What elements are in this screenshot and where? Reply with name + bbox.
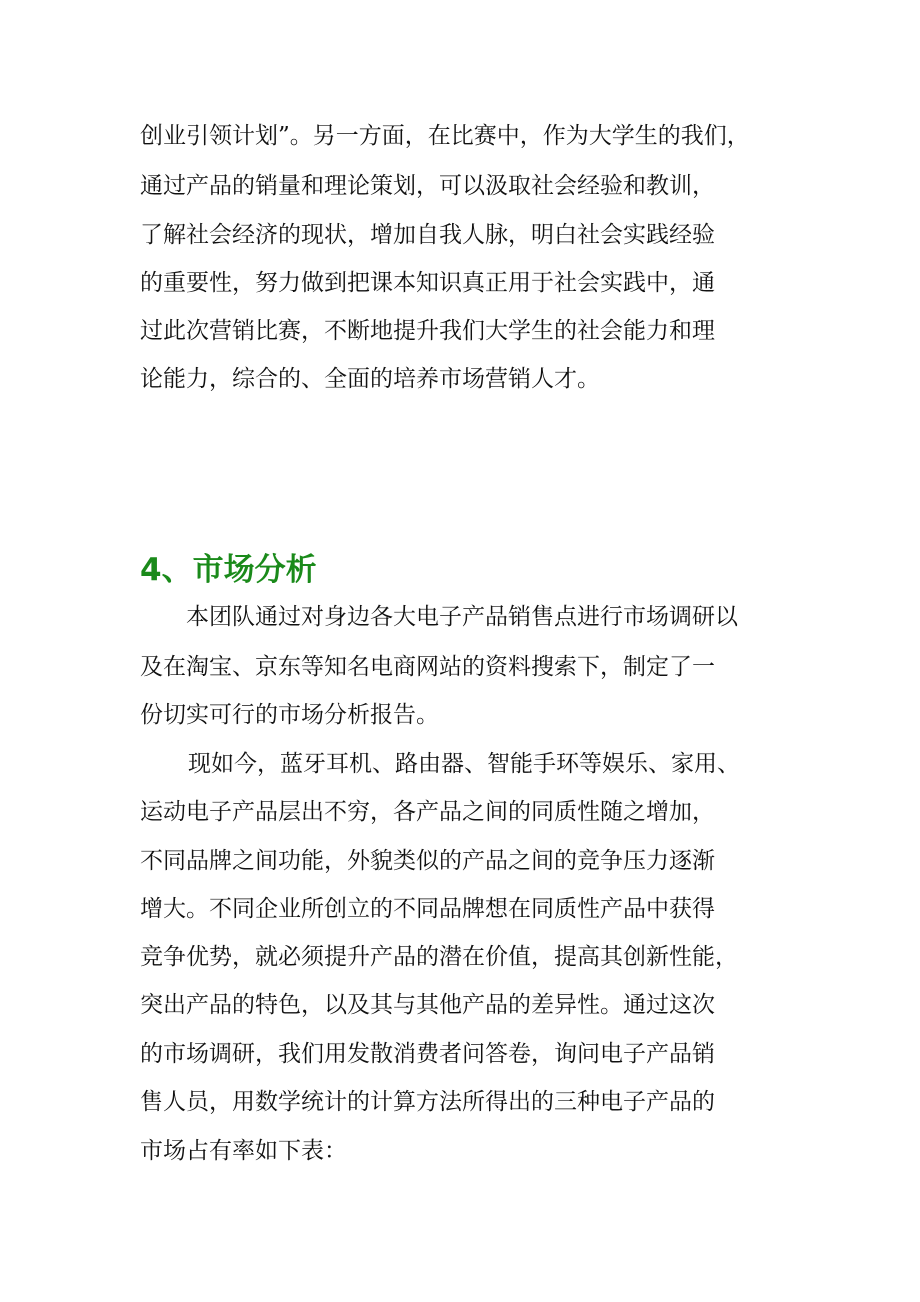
section-heading-market-analysis: 4、市场分析	[140, 552, 317, 588]
body-text-line: 通过产品的销量和理论策划，可以汲取社会经验和教训，	[140, 173, 715, 199]
body-text-line: 增大。不同企业所创立的不同品牌想在同质性产品中获得	[140, 896, 715, 922]
body-text-line: 过此次营销比赛，不断地提升我们大学生的社会能力和理	[140, 318, 715, 344]
body-text-line: 售人员，用数学统计的计算方法所得出的三种电子产品的	[140, 1089, 715, 1115]
paragraph-first-line: 现如今，蓝牙耳机、路由器、智能手环等娱乐、家用、	[188, 751, 740, 777]
body-text-line: 的重要性，努力做到把课本知识真正用于社会实践中，通	[140, 270, 715, 296]
body-text-line: 不同品牌之间功能，外貌类似的产品之间的竞争压力逐渐	[140, 848, 715, 874]
body-text-line: 创业引领计划”。另一方面，在比赛中，作为大学生的我们，	[140, 123, 750, 149]
body-text-line: 论能力，综合的、全面的培养市场营销人才。	[140, 366, 600, 392]
body-text-line: 份切实可行的市场分析报告。	[140, 702, 439, 728]
paragraph-first-line: 本团队通过对身边各大电子产品销售点进行市场调研以	[186, 604, 738, 630]
body-text-line: 的市场调研，我们用发散消费者问答卷，询问电子产品销	[140, 1041, 715, 1067]
body-text-line: 及在淘宝、京东等知名电商网站的资料搜索下，制定了一	[140, 654, 715, 680]
body-text-line: 市场占有率如下表：	[140, 1138, 347, 1164]
body-text-line: 运动电子产品层出不穷，各产品之间的同质性随之增加，	[140, 799, 715, 825]
body-text-line: 突出产品的特色，以及其与其他产品的差异性。通过这次	[140, 992, 715, 1018]
body-text-line: 了解社会经济的现状，增加自我人脉，明白社会实践经验	[140, 222, 715, 248]
body-text-line: 竞争优势，就必须提升产品的潜在价值，提高其创新性能，	[140, 944, 738, 970]
